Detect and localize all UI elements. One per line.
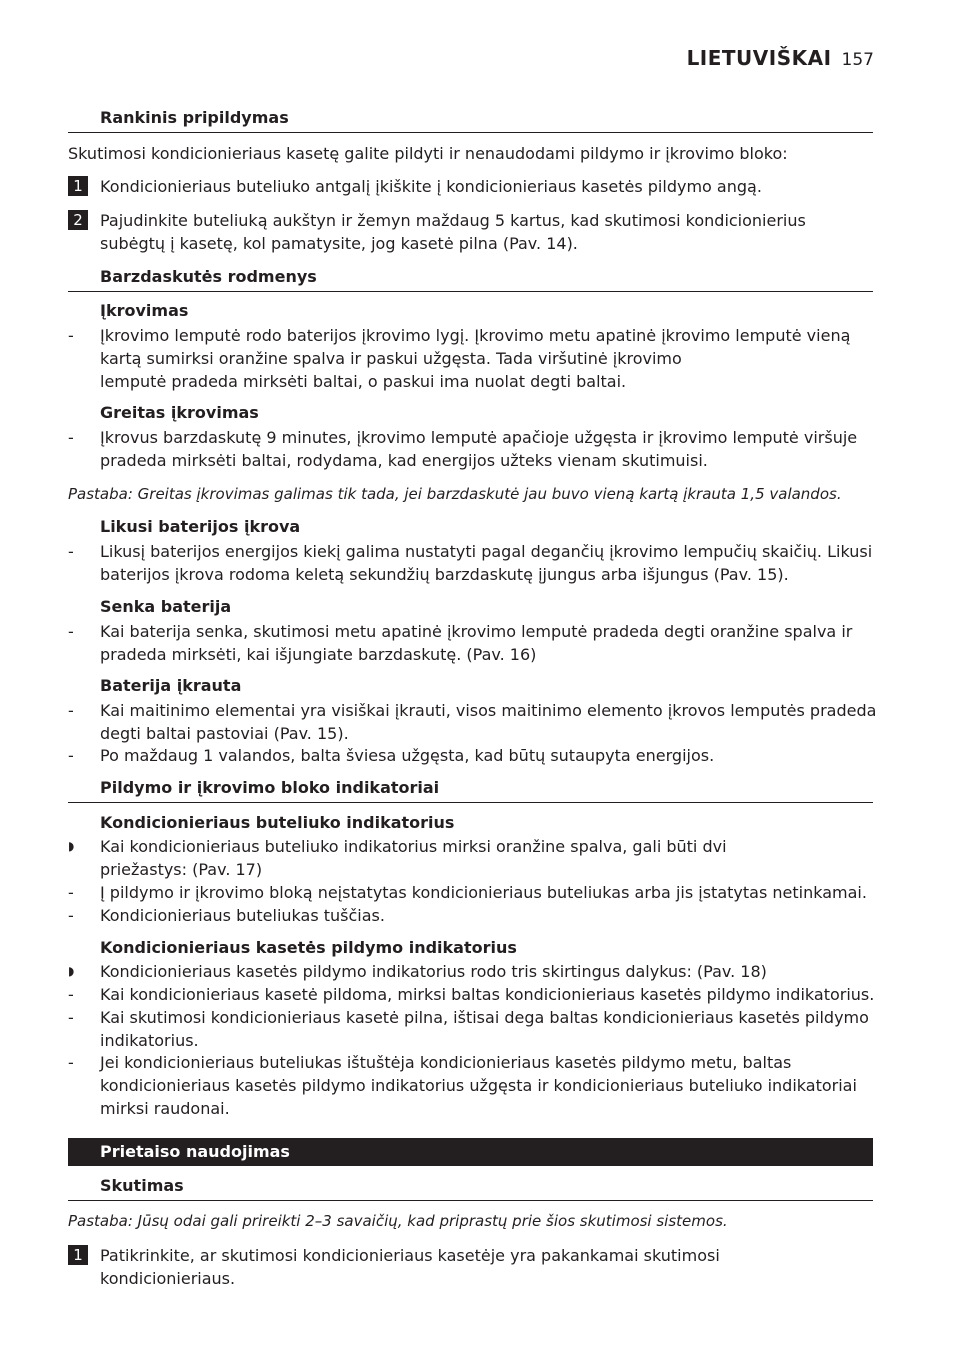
note-quick-charge: Pastaba: Greitas įkrovimas galimas tik tada, jei barzdaskutė jau buvo vieną kartą įkrauta 1,5 valandos. bbox=[68, 485, 842, 503]
subheading-bottle-indicator: Kondicionieriaus buteliuko indikatorius bbox=[100, 813, 455, 832]
bullet-icon: ◗ bbox=[68, 964, 75, 978]
section-heading-base-indicators: Pildymo ir įkrovimo bloko indikatoriai bbox=[68, 778, 873, 803]
subheading-quick-charge: Greitas įkrovimas bbox=[100, 403, 259, 422]
step-text: Kondicionieriaus buteliuko antgalį įkiškite į kondicionieriaus kasetės pildymo angą. bbox=[100, 177, 762, 196]
step-number: 1 bbox=[68, 1245, 88, 1265]
note-skin-adapt: Pastaba: Jūsų odai gali prireikti 2–3 savaičių, kad priprastų prie šios skutimosi sistemos. bbox=[68, 1212, 728, 1230]
language-label: LIETUVIŠKAI bbox=[686, 46, 832, 70]
bullet-icon: ◗ bbox=[68, 839, 75, 853]
section-heading-shaver-display: Barzdaskutės rodmenys bbox=[68, 267, 873, 292]
subsection-heading-shaving: Skutimas bbox=[68, 1176, 873, 1201]
page-header bbox=[687, 46, 874, 70]
intro-paragraph: Skutimosi kondicionieriaus kasetę galite pildyti ir nenaudodami pildymo ir įkrovimo bloko: bbox=[68, 144, 788, 163]
step-number: 1 bbox=[68, 176, 88, 196]
subheading-cartridge-indicator: Kondicionieriaus kasetės pildymo indikatorius bbox=[100, 938, 517, 957]
subheading-low-battery: Senka baterija bbox=[100, 597, 232, 616]
section-heading-manual-filling: Rankinis pripildymas bbox=[68, 108, 873, 133]
section-heading-using-appliance: Prietaiso naudojimas bbox=[68, 1138, 873, 1166]
subheading-battery-full: Baterija įkrauta bbox=[100, 676, 242, 695]
step-text: Pajudinkite buteliuką aukštyn ir žemyn maždaug 5 kartus, kad skutimosi kondicionierius subėgtų į kasetę, kol pamatysite, jog kasetė pilna (Pav. 14). bbox=[100, 211, 806, 253]
subheading-remaining-charge: Likusi baterijos įkrova bbox=[100, 517, 301, 536]
subheading-charging: Įkrovimas bbox=[100, 301, 189, 320]
page-number: 157 bbox=[841, 50, 874, 70]
step-number: 2 bbox=[68, 210, 88, 230]
